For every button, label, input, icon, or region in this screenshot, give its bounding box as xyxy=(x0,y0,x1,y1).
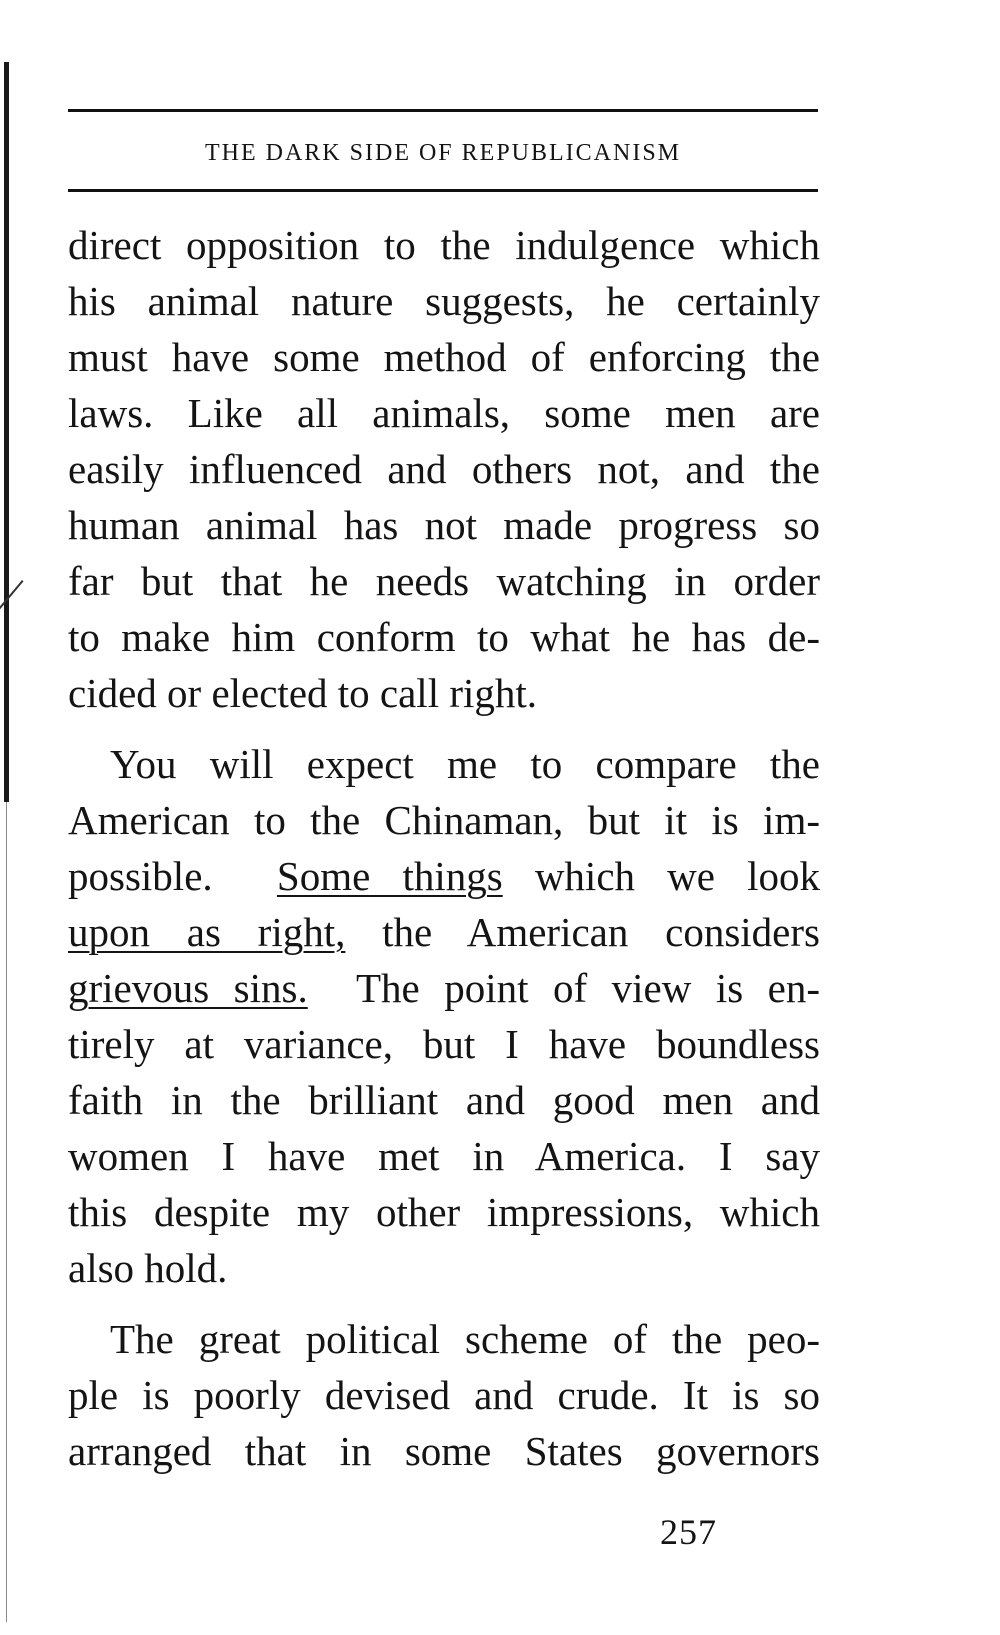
paragraph-2 xyxy=(68,736,820,1296)
text-line: tirely at variance, but I have boundless xyxy=(68,1021,820,1067)
text-segment: possible. xyxy=(68,853,213,899)
underlined-text: grievous sins. xyxy=(68,965,308,1011)
underlined-text: Some things xyxy=(276,853,503,899)
underlined-text: upon as right, xyxy=(68,909,346,955)
text-line xyxy=(68,848,820,904)
text-line: this despite my other impressions, which xyxy=(68,1189,820,1235)
text-segment: which we look xyxy=(534,853,820,899)
text-line: easily influenced and others not, and the xyxy=(68,446,820,492)
text-line: ple is poorly devised and crude. It is so xyxy=(68,1372,820,1418)
text-line: The great political scheme of the peo- xyxy=(110,1316,820,1362)
binding-edge-faint xyxy=(6,802,7,1622)
text-line: arranged that in some States governors xyxy=(68,1428,820,1474)
page-number: 257 xyxy=(660,1512,717,1552)
paragraph-3 xyxy=(68,1311,820,1479)
text-line: also hold. xyxy=(68,1245,228,1291)
text-line: his animal nature suggests, he certainly xyxy=(68,278,820,324)
text-line: must have some method of enforcing the xyxy=(68,334,820,380)
text-line: to make him conform to what he has de- xyxy=(68,614,820,660)
text-segment: The point of view is en- xyxy=(356,965,821,1011)
text-line xyxy=(68,904,820,960)
text-line: You will expect me to compare the xyxy=(110,741,820,787)
running-head: THE DARK SIDE OF REPUBLICANISM xyxy=(204,140,682,166)
text-line: laws. Like all animals, some men are xyxy=(68,390,820,436)
body-text xyxy=(68,217,820,1494)
paragraph-1 xyxy=(68,217,820,721)
text-line xyxy=(68,960,820,1016)
text-line: direct opposition to the indulgence which xyxy=(68,222,820,268)
text-line: American to the Chinaman, but it is im- xyxy=(68,797,820,843)
text-line: women I have met in America. I say xyxy=(68,1133,820,1179)
text-line: cided or elected to call right. xyxy=(68,670,538,716)
text-line: human animal has not made progress so xyxy=(68,502,820,548)
header-rule-bottom xyxy=(68,189,818,192)
text-line: far but that he needs watching in order xyxy=(68,558,820,604)
binding-edge xyxy=(4,62,9,802)
text-line: faith in the brilliant and good men and xyxy=(68,1077,820,1123)
header-rule-top xyxy=(68,109,818,112)
text-segment: the American considers xyxy=(382,909,820,955)
